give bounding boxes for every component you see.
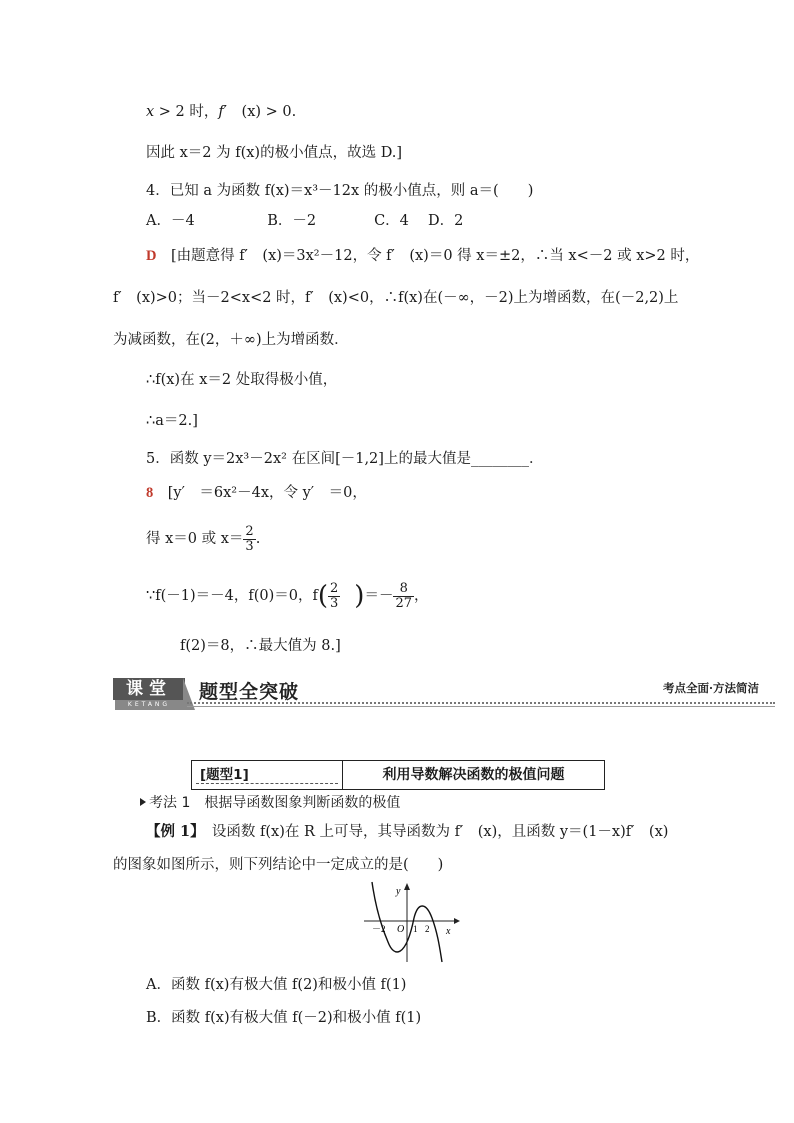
method-heading: 考法 1 根据导函数图象判断函数的极值 bbox=[140, 793, 400, 813]
answer-5-line-2: 得 x＝0 或 x＝ $\frac{2}{3}$ . bbox=[146, 523, 261, 554]
example-line-1: 【例 1】 设函数 f(x)在 R 上可导，其导函数为 f′ (x)，且函数 y＝(1－x)f′ (x) bbox=[146, 823, 669, 840]
banner-divider bbox=[187, 702, 775, 704]
line-conclusion: 因此 x＝2 为 f(x)的极小值点，故选 D.] bbox=[146, 145, 403, 161]
question-4: 4．已知 a 为函数 f(x)＝x³－12x 的极小值点，则 a＝( ) bbox=[146, 183, 534, 199]
x-axis-label: x bbox=[446, 926, 451, 937]
y-axis-label: y bbox=[396, 886, 401, 897]
banner-divider-2 bbox=[187, 706, 775, 707]
type-label: [题型1] bbox=[200, 767, 249, 783]
banner-subtitle: 考点全面·方法简洁 bbox=[662, 681, 759, 695]
banner-title: 题型全突破 bbox=[199, 681, 300, 703]
answer-5-letter: 8 bbox=[146, 485, 154, 501]
line-condition: x > 2 时，f′ (x) > 0. bbox=[146, 104, 297, 120]
question-4-options: A．－4 B．－2 C．4 D．2 bbox=[146, 213, 464, 229]
fraction-2-3: $\frac{2}{3}$ bbox=[245, 523, 254, 554]
answer-5-line-4: f(2)＝8，∴最大值为 8.] bbox=[180, 638, 341, 654]
triangle-bullet-icon bbox=[140, 798, 146, 806]
banner-arrow-icon bbox=[183, 676, 197, 710]
option-b: B．函数 f(x)有极大值 f(－2)和极小值 f(1) bbox=[146, 1010, 422, 1026]
option-a: A．函数 f(x)有极大值 f(2)和极小值 f(1) bbox=[146, 977, 407, 993]
tick-2: 2 bbox=[425, 924, 430, 934]
section-banner bbox=[113, 676, 775, 710]
answer-4-line-2: f′ (x)>0；当－2<x<2 时，f′ (x)<0，∴f(x)在(－∞，－2)上为增函数，在(－2,2)上 bbox=[113, 290, 679, 306]
ketang-tag: 课堂 KETANG bbox=[113, 676, 185, 710]
example-line-2: 的图象如图所示，则下列结论中一定成立的是( ) bbox=[113, 857, 444, 873]
answer-4-line-1: D [由题意得 f′ (x)＝3x²－12，令 f′ (x)＝0 得 x＝±2，∴当 x<－2 或 x>2 时， bbox=[146, 248, 700, 264]
question-type-box bbox=[191, 760, 605, 790]
answer-5-line-3: ∵f(－1)＝－4，f(0)＝0，f( $\frac{2}{3}$ )＝－ $\frac{8}{27}$ ， bbox=[146, 580, 429, 611]
type-title: 利用导数解决函数的极值问题 bbox=[382, 767, 565, 783]
tick-1: 1 bbox=[413, 924, 418, 934]
answer-4-line-4: ∴f(x)在 x＝2 处取得极小值， bbox=[146, 372, 338, 388]
answer-5-line-1: 8 [y′ ＝6x²－4x，令 y′ ＝0， bbox=[146, 485, 367, 501]
question-5: 5．函数 y＝2x³－2x² 在区间[－1,2]上的最大值是________． bbox=[146, 451, 544, 467]
answer-4-letter: D bbox=[146, 248, 157, 264]
origin-label: O bbox=[397, 924, 405, 935]
example-label: 【例 1】 bbox=[146, 823, 198, 840]
answer-4-line-3: 为减函数，在(2，＋∞)上为增函数． bbox=[113, 332, 349, 348]
tick-neg2: －2 bbox=[372, 924, 386, 934]
answer-4-line-5: ∴a＝2.] bbox=[146, 413, 198, 429]
example-graph bbox=[362, 880, 462, 964]
